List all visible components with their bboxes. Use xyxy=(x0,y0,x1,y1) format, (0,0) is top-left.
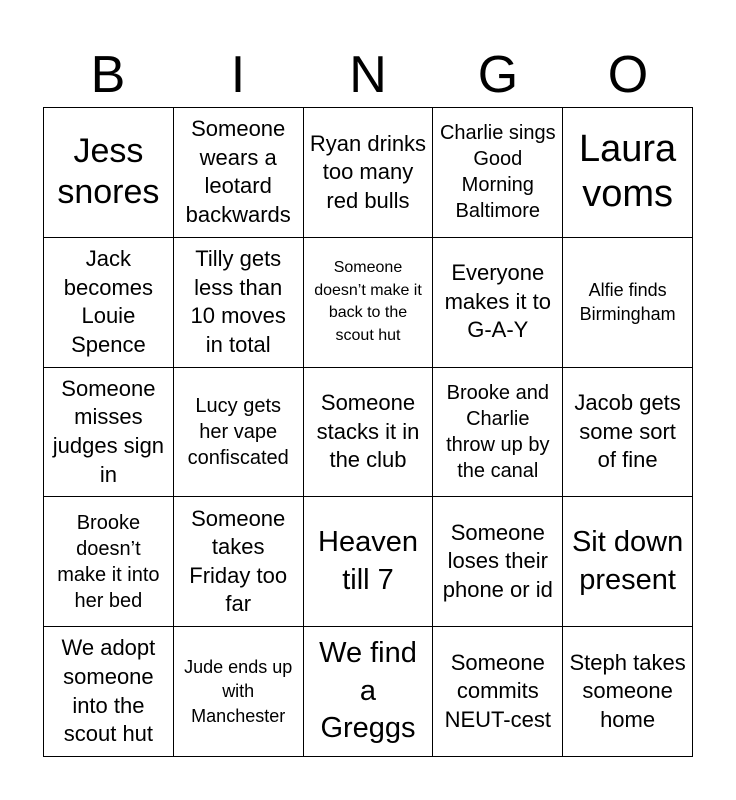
bingo-cell[interactable] xyxy=(44,627,174,757)
bingo-cell[interactable] xyxy=(563,627,693,757)
bingo-cell[interactable] xyxy=(563,238,693,368)
header-letter-i: I xyxy=(230,46,246,104)
bingo-cell[interactable] xyxy=(44,108,174,238)
cell-text: Someone misses judges sign in xyxy=(52,375,165,487)
cell-text: Brooke doesn’t make it into her bed xyxy=(57,511,160,612)
bingo-cell[interactable] xyxy=(433,368,563,498)
bingo-cell[interactable] xyxy=(44,238,174,368)
cell-text: Ryan drinks too many red bulls xyxy=(309,130,427,213)
cell-text: Someone loses their phone or id xyxy=(442,519,553,603)
bingo-cell[interactable] xyxy=(174,627,304,757)
bingo-cell[interactable] xyxy=(433,108,563,238)
cell-text: Jack becomes Louie Spence xyxy=(63,246,154,357)
cell-text: Jess snores xyxy=(57,131,160,212)
bingo-cell[interactable] xyxy=(44,368,174,498)
bingo-cell[interactable] xyxy=(563,368,693,498)
header-letter-g: G xyxy=(477,46,519,104)
bingo-cell[interactable] xyxy=(174,238,304,368)
bingo-cell[interactable] xyxy=(563,108,693,238)
bingo-header xyxy=(43,44,693,106)
header-letter-o: O xyxy=(607,46,649,104)
bingo-cell[interactable] xyxy=(304,497,434,627)
cell-text: Brooke and Charlie throw up by the canal xyxy=(446,381,550,482)
cell-text: Someone commits NEUT-cest xyxy=(444,649,551,732)
cell-text: Sit down present xyxy=(571,526,684,596)
cell-text: Charlie sings Good Morning Baltimore xyxy=(439,122,556,223)
cell-text: We adopt someone into the scout hut xyxy=(61,635,156,747)
cell-text: Jacob gets some sort of fine xyxy=(574,390,681,473)
bingo-grid xyxy=(43,107,693,757)
cell-text: Someone takes Friday too far xyxy=(189,505,288,617)
cell-text: Heaven till 7 xyxy=(318,526,418,596)
cell-text: Someone doesn’t make it back to the scout hut xyxy=(314,259,422,344)
cell-text: We find a Greggs xyxy=(319,637,417,745)
bingo-cell[interactable] xyxy=(304,627,434,757)
cell-text: Someone wears a leotard backwards xyxy=(185,116,291,227)
bingo-cell[interactable] xyxy=(304,238,434,368)
bingo-cell[interactable] xyxy=(304,368,434,498)
cell-text: Everyone makes it to G-A-Y xyxy=(444,260,551,343)
cell-text: Laura voms xyxy=(578,127,677,216)
bingo-cell[interactable] xyxy=(174,368,304,498)
cell-text: Lucy gets her vape confiscated xyxy=(187,394,289,469)
cell-text: Someone stacks it in the club xyxy=(316,390,420,473)
cell-text: Alfie finds Birmingham xyxy=(579,279,676,325)
bingo-cell[interactable] xyxy=(44,497,174,627)
bingo-cell[interactable] xyxy=(174,497,304,627)
header-letter-b: B xyxy=(90,46,126,104)
bingo-cell[interactable] xyxy=(174,108,304,238)
cell-text: Tilly gets less than 10 moves in total xyxy=(190,246,286,357)
cell-text: Jude ends up with Manchester xyxy=(184,657,293,726)
cell-text: Steph takes someone home xyxy=(569,649,686,732)
bingo-cell[interactable] xyxy=(433,627,563,757)
bingo-cell[interactable] xyxy=(304,108,434,238)
bingo-cell[interactable] xyxy=(563,497,693,627)
header-letter-n: N xyxy=(349,46,387,104)
bingo-cell[interactable] xyxy=(433,238,563,368)
bingo-cell[interactable] xyxy=(433,497,563,627)
